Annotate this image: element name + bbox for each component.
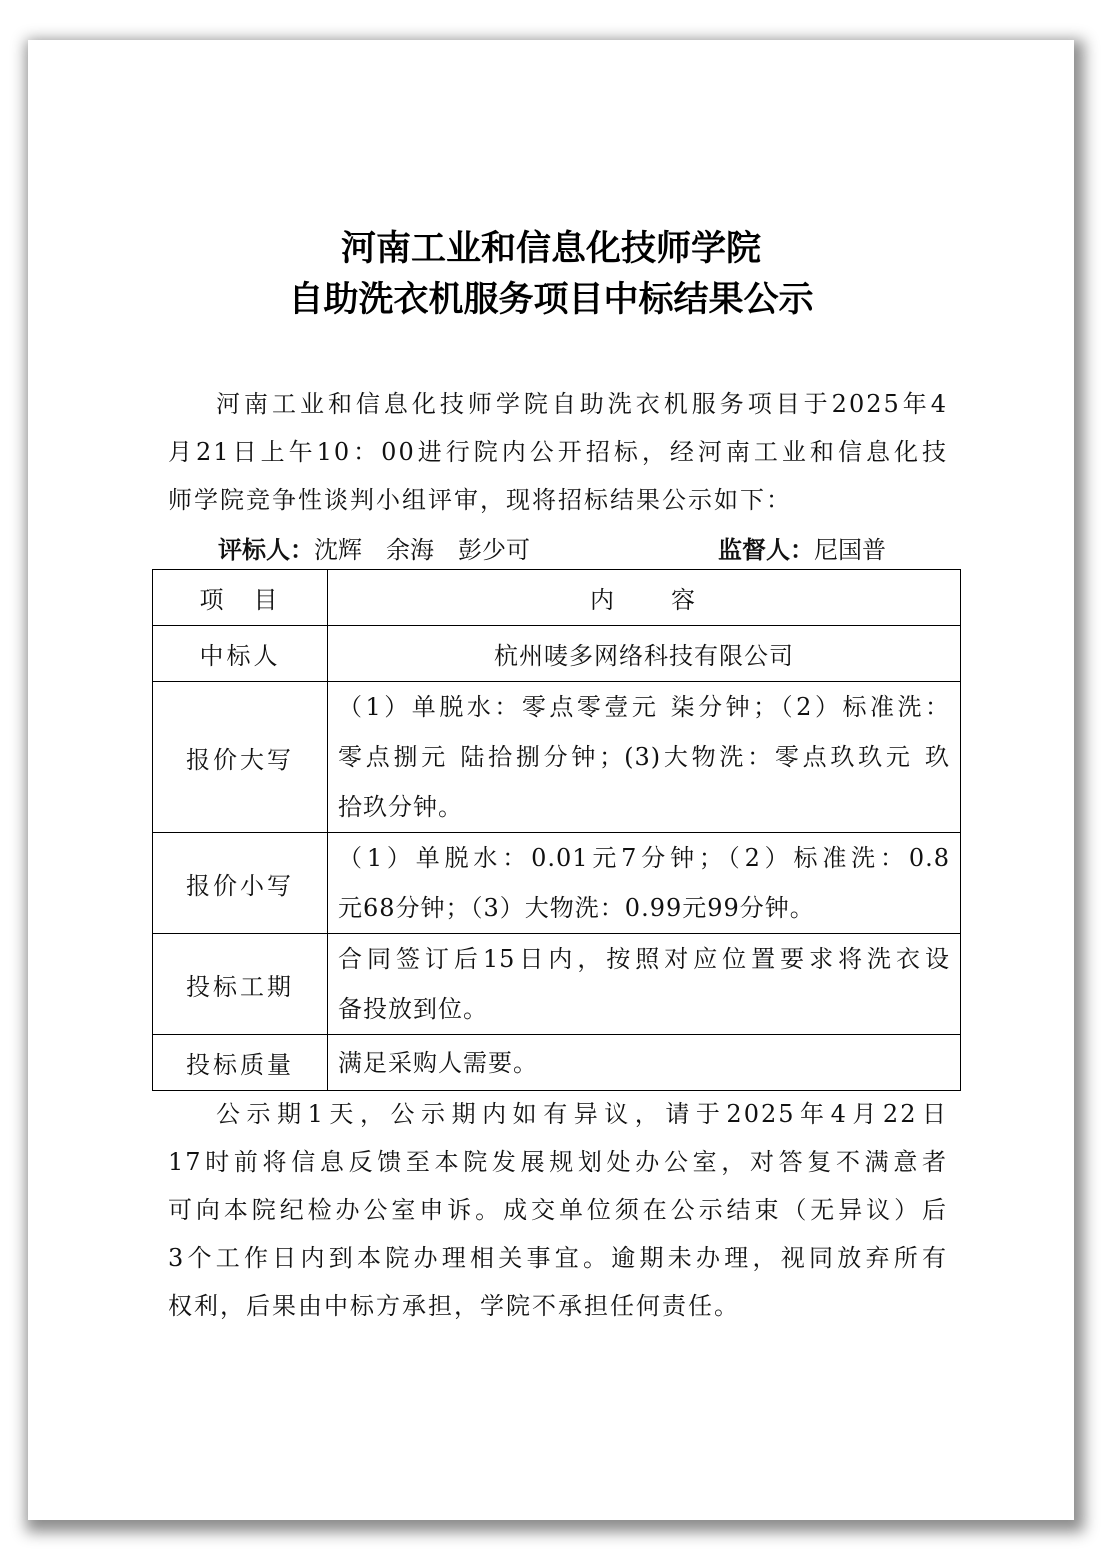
document-title-line2: 自助洗衣机服务项目中标结果公示 [288, 280, 814, 320]
closing-line: 权利，后果由中标方承担，学院不承担任何责任。 [168, 1292, 740, 1320]
period-label-cell: 投标工期 [153, 934, 328, 1035]
header-item-cell: 项 目 [153, 570, 328, 626]
result-table [152, 569, 961, 1091]
table-row [153, 833, 961, 934]
supervisor-label: 监督人： [718, 536, 814, 564]
supervisor-block [718, 530, 886, 570]
table-row [153, 570, 961, 626]
cell-line: （1）单脱水：0.01元7分钟；（2）标准洗：0.8 [338, 844, 950, 872]
intro-line: 师学院竞争性谈判小组评审，现将招标结果公示如下： [168, 486, 792, 514]
cell-line: 满足采购人需要。 [338, 1048, 538, 1077]
evaluators-names: 沈辉 余海 彭少可 [314, 536, 530, 564]
table-row [153, 934, 961, 1035]
winner-value-cell: 杭州唛多网络科技有限公司 [328, 626, 961, 682]
closing-line: 3个工作日内到本院办理相关事宜。逾期未办理，视同放弃所有 [168, 1244, 948, 1272]
table-row [153, 626, 961, 682]
period-value-cell [328, 934, 961, 1035]
winner-label-cell: 中标人 [153, 626, 328, 682]
table-row [153, 682, 961, 833]
quality-label-cell: 投标质量 [153, 1035, 328, 1091]
closing-line: 17时前将信息反馈至本院发展规划处办公室，对答复不满意者 [168, 1148, 948, 1176]
supervisor-name: 尼国普 [814, 536, 886, 564]
table-row [153, 1035, 961, 1091]
cell-line: 拾玖分钟。 [338, 793, 463, 821]
document-title-line1: 河南工业和信息化技师学院 [340, 229, 761, 269]
cell-line: 零点捌元 陆拾捌分钟；(3)大物洗：零点玖玖元 玖 [338, 743, 950, 771]
cell-line: 元68分钟；（3）大物洗：0.99元99分钟。 [338, 894, 815, 922]
closing-line: 公示期1天，公示期内如有异议，请于2025年4月22日 [216, 1100, 948, 1128]
intro-line: 月21日上午10：00进行院内公开招标，经河南工业和信息化技 [168, 438, 948, 466]
price-upper-label-cell: 报价大写 [153, 682, 328, 833]
quality-value-cell [328, 1035, 961, 1091]
cell-line: 备投放到位。 [338, 995, 488, 1023]
price-lower-value-cell [328, 833, 961, 934]
evaluators-row [218, 530, 938, 570]
intro-line: 河南工业和信息化技师学院自助洗衣机服务项目于2025年4 [216, 390, 948, 418]
closing-line: 可向本院纪检办公室申诉。成交单位须在公示结束（无异议）后 [168, 1196, 948, 1224]
header-content-cell: 内 容 [328, 570, 961, 626]
cell-line: （1）单脱水：零点零壹元 柒分钟；（2）标准洗： [338, 693, 950, 721]
price-lower-label-cell: 报价小写 [153, 833, 328, 934]
price-upper-value-cell [328, 682, 961, 833]
cell-line: 合同签订后15日内，按照对应位置要求将洗衣设 [338, 945, 950, 973]
evaluators-label: 评标人： [218, 536, 314, 564]
